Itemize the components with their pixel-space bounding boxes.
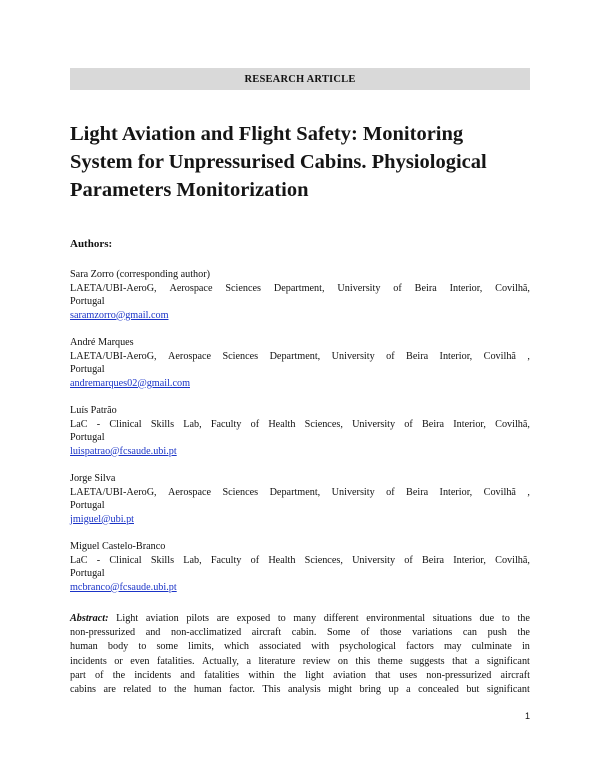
affiliation-word: Lab, xyxy=(183,554,202,566)
affiliation-word: Health xyxy=(268,554,296,566)
affiliation-word: Sciences xyxy=(222,486,259,498)
affiliation-word: Sciences, xyxy=(304,418,343,430)
abstract-line xyxy=(70,612,530,626)
abstract-word: the xyxy=(517,627,530,639)
abstract-word: Some xyxy=(327,627,351,639)
affiliation-word: University xyxy=(337,282,381,294)
abstract-word: factor. xyxy=(229,684,255,696)
author-email-link[interactable]: luispatrao@fcsaude.ubi.pt xyxy=(70,445,177,457)
abstract-word: to xyxy=(277,613,286,624)
affiliation-word: , xyxy=(527,486,530,498)
abstract-word: bring xyxy=(359,684,381,696)
affiliation-word: Sciences, xyxy=(304,554,343,566)
affiliation-word: - xyxy=(96,554,101,566)
abstract-line xyxy=(70,626,530,640)
abstract-word: might xyxy=(328,684,353,696)
abstract-word: of xyxy=(95,669,104,681)
affiliation-word: Aerospace xyxy=(168,486,212,498)
abstract-word: Actually, xyxy=(202,655,239,667)
affiliation-word: Clinical xyxy=(109,554,142,566)
abstract-word: incidents xyxy=(134,669,172,681)
abstract-word: non-pressurized xyxy=(426,669,492,681)
abstract-word: even xyxy=(130,655,150,667)
author-name: Jorge Silva xyxy=(70,473,116,484)
author-email-link[interactable]: jmiguel@ubi.pt xyxy=(70,513,134,525)
affiliation-word: of xyxy=(386,350,395,362)
abstract-word: environmental xyxy=(366,613,426,624)
abstract-word: to xyxy=(501,613,510,624)
affiliation-word: Aerospace xyxy=(168,350,212,362)
author-affiliation xyxy=(70,418,530,432)
abstract-word: This xyxy=(262,684,281,696)
affiliation-word: University xyxy=(331,350,375,362)
author-block xyxy=(70,404,530,458)
abstract-word: in xyxy=(521,641,530,653)
abstract-word: within xyxy=(248,669,275,681)
abstract-word: aircraft xyxy=(500,669,530,681)
affiliation-word: Interior, xyxy=(439,350,473,362)
affiliation-word: of xyxy=(404,418,413,430)
affiliation-word: Health xyxy=(268,418,296,430)
title-line: System for Unpressurised Cabins. Physiological xyxy=(70,151,487,173)
paper-title xyxy=(70,120,540,204)
abstract-word: a xyxy=(406,684,411,696)
affiliation-word: of xyxy=(250,554,260,566)
affiliation-word: , xyxy=(527,350,530,362)
author-affiliation xyxy=(70,350,530,364)
abstract-lead: Abstract: xyxy=(70,613,109,624)
author-affiliation-country: Portugal xyxy=(70,432,105,443)
abstract-word: literature xyxy=(258,655,296,667)
affiliation-word: Covilhã xyxy=(483,486,516,498)
abstract-word: fatalities. xyxy=(156,655,195,667)
affiliation-word: Sciences xyxy=(222,350,259,362)
author-block xyxy=(70,472,530,526)
page-number: 1 xyxy=(525,711,531,721)
abstract-word: significant xyxy=(486,655,530,667)
affiliation-word: Department, xyxy=(273,282,325,294)
affiliation-word: - xyxy=(96,418,101,430)
affiliation-word: LAETA/UBI-AeroG, xyxy=(70,486,157,498)
affiliation-word: Skills xyxy=(150,554,175,566)
author-affiliation xyxy=(70,282,530,296)
abstract-word: the xyxy=(174,684,187,696)
abstract-word: to xyxy=(138,641,147,653)
abstract-word: associated xyxy=(259,641,301,653)
abstract-block xyxy=(70,612,530,697)
affiliation-word: of xyxy=(386,486,395,498)
abstract-word: this xyxy=(355,655,371,667)
abstract-word: aircraft xyxy=(251,627,282,639)
abstract-word: or xyxy=(114,655,123,667)
abstract-word: non-pressurized xyxy=(70,627,136,639)
abstract-line xyxy=(70,669,530,683)
affiliation-word: Covilhã xyxy=(483,350,516,362)
abstract-word: cabin. xyxy=(291,627,317,639)
affiliation-word: Sciences xyxy=(225,282,262,294)
affiliation-word: Department, xyxy=(269,486,321,498)
article-type-label: RESEARCH ARTICLE xyxy=(244,73,356,85)
abstract-word: concealed xyxy=(418,684,459,696)
abstract-word: analysis xyxy=(287,684,321,696)
abstract-word: are xyxy=(216,613,230,624)
affiliation-word: of xyxy=(250,418,260,430)
abstract-word: uses xyxy=(399,669,418,681)
author-affiliation-country: Portugal xyxy=(70,364,105,375)
abstract-line xyxy=(70,640,530,654)
abstract-word: to xyxy=(158,684,167,696)
affiliation-word: Interior, xyxy=(439,486,473,498)
affiliation-word: Lab, xyxy=(183,418,202,430)
abstract-word: psychological xyxy=(339,641,396,653)
abstract-word: exposed xyxy=(236,613,271,624)
author-name: Luís Patrão xyxy=(70,405,117,416)
abstract-word: a xyxy=(474,655,480,667)
abstract-word: those xyxy=(379,627,402,639)
affiliation-word: of xyxy=(404,554,413,566)
abstract-word: fatalities xyxy=(204,669,240,681)
title-line: Light Aviation and Flight Safety: Monitoring xyxy=(70,123,464,145)
author-affiliation xyxy=(70,486,530,500)
author-block xyxy=(70,268,530,322)
author-block xyxy=(70,540,530,594)
abstract-word: which xyxy=(224,641,249,653)
affiliation-word: University xyxy=(352,554,396,566)
abstract-word: part xyxy=(70,669,86,681)
author-name: Miguel Castelo-Branco xyxy=(70,541,166,552)
author-affiliation-country: Portugal xyxy=(70,500,105,511)
abstract-word: may xyxy=(443,641,462,653)
abstract-word: variations xyxy=(412,627,453,639)
affiliation-word: Interior, xyxy=(453,418,486,430)
abstract-word: can xyxy=(462,627,478,639)
abstract-word: on xyxy=(337,655,349,667)
abstract-word: aviation xyxy=(333,669,366,681)
abstract-word: that xyxy=(452,655,468,667)
affiliation-word: Covilhã, xyxy=(495,418,530,430)
abstract-word: that xyxy=(375,669,391,681)
abstract-word: human xyxy=(193,684,222,696)
abstract-word: due xyxy=(479,613,495,624)
abstract-word: and xyxy=(180,669,195,681)
affiliation-word: Interior, xyxy=(453,554,486,566)
affiliation-word: LAETA/UBI-AeroG, xyxy=(70,350,157,362)
affiliation-word: University xyxy=(352,418,396,430)
author-email-link[interactable]: andremarques02@gmail.com xyxy=(70,377,190,389)
abstract-word: human xyxy=(70,641,98,653)
title-line: Parameters Monitorization xyxy=(70,179,309,201)
abstract-word: different xyxy=(323,613,359,624)
author-name: André Marques xyxy=(70,337,134,348)
abstract-word: are xyxy=(103,684,116,696)
author-affiliation-country: Portugal xyxy=(70,296,105,307)
abstract-word: the xyxy=(517,613,530,624)
affiliation-word: of xyxy=(393,282,402,294)
author-name: Sara Zorro (corresponding author) xyxy=(70,269,211,280)
abstract-word: some xyxy=(156,641,178,653)
affiliation-word: LAETA/UBI-AeroG, xyxy=(70,282,157,294)
abstract-word: the xyxy=(112,669,126,681)
abstract-word: push xyxy=(487,627,507,639)
affiliation-word: Skills xyxy=(150,418,175,430)
article-type-banner xyxy=(70,68,530,90)
abstract-word: culminate xyxy=(471,641,512,653)
author-email-link[interactable]: saramzorro@gmail.com xyxy=(70,309,169,321)
abstract-word: body xyxy=(107,641,129,653)
author-email-link[interactable]: mcbranco@fcsaude.ubi.pt xyxy=(70,581,177,593)
abstract-word: with xyxy=(311,641,330,653)
abstract-word: cabins xyxy=(70,684,97,696)
abstract-word: incidents xyxy=(70,655,107,667)
affiliation-word: Beira xyxy=(406,486,429,498)
abstract-word: a xyxy=(246,655,251,667)
abstract-word: situations xyxy=(432,613,472,624)
abstract-word: factors xyxy=(406,641,434,653)
affiliation-word: Clinical xyxy=(109,418,142,430)
abstract-word: of xyxy=(360,627,370,639)
affiliation-word: Beira xyxy=(406,350,429,362)
abstract-word: the xyxy=(283,669,297,681)
affiliation-word: Beira xyxy=(422,418,445,430)
affiliation-word: Aerospace xyxy=(169,282,213,294)
affiliation-word: Beira xyxy=(414,282,437,294)
affiliation-word: LaC xyxy=(70,418,88,430)
affiliation-word: Covilhã, xyxy=(495,282,530,294)
abstract-line xyxy=(70,683,530,697)
abstract-word: aviation xyxy=(145,613,179,624)
author-affiliation-country: Portugal xyxy=(70,568,105,579)
abstract-word: theme xyxy=(377,655,403,667)
abstract-line xyxy=(70,655,530,669)
abstract-word: but xyxy=(466,684,480,696)
affiliation-word: LaC xyxy=(70,554,88,566)
abstract-word: light xyxy=(305,669,324,681)
author-block xyxy=(70,336,530,390)
affiliation-word: Interior, xyxy=(449,282,483,294)
abstract-word: and xyxy=(145,627,161,639)
abstract-word: significant xyxy=(486,684,530,696)
affiliation-word: University xyxy=(331,486,375,498)
affiliation-word: Department, xyxy=(269,350,321,362)
abstract-word: suggests xyxy=(410,655,445,667)
author-affiliation xyxy=(70,554,530,568)
affiliation-word: Covilhã, xyxy=(495,554,530,566)
abstract-word: non-acclimatized xyxy=(171,627,242,639)
affiliation-word: Faculty xyxy=(210,554,242,566)
abstract-word: up xyxy=(388,684,399,696)
abstract-word: Light xyxy=(116,613,139,624)
affiliation-word: Beira xyxy=(422,554,445,566)
abstract-word: review xyxy=(302,655,331,667)
abstract-word: many xyxy=(293,613,317,624)
affiliation-word: Faculty xyxy=(210,418,242,430)
abstract-word: related xyxy=(123,684,152,696)
abstract-word: limits, xyxy=(188,641,214,653)
authors-heading: Authors: xyxy=(70,238,113,250)
abstract-word: pilots xyxy=(186,613,210,624)
